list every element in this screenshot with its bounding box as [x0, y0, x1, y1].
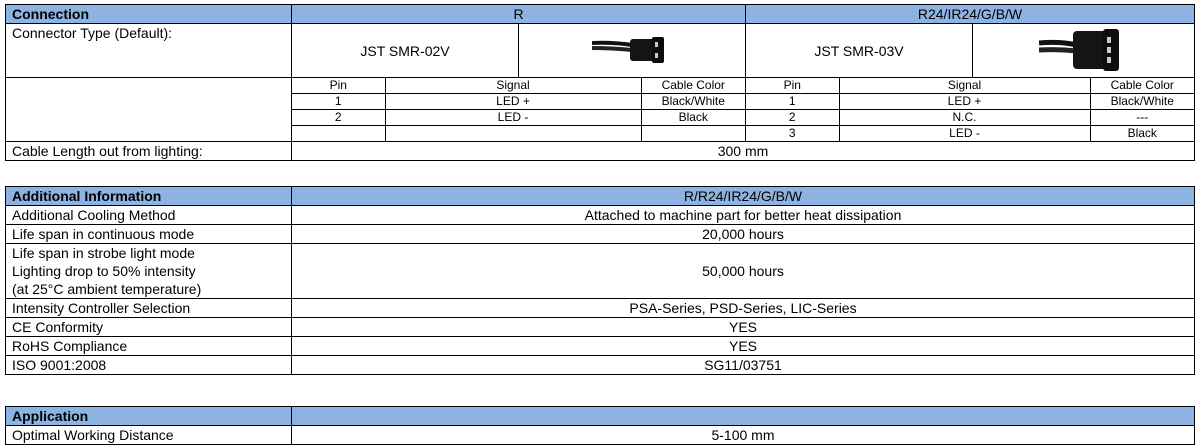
row-value: YES: [292, 318, 1195, 337]
pin-table-row: [6, 78, 1195, 142]
connection-header: Connection: [6, 5, 292, 24]
additional-info-table: [5, 186, 1195, 375]
application-header-blank: [292, 407, 1195, 426]
pin-signal: N.C.: [839, 110, 1090, 126]
pin-number: 1: [746, 94, 839, 110]
row-value: 5-100 mm: [292, 426, 1195, 445]
connector-2pin-icon: [592, 34, 672, 68]
row-label-line-2: Lighting drop to 50% intensity: [12, 263, 196, 279]
connection-header-row: [6, 5, 1195, 24]
connector-r24-image: [973, 24, 1195, 78]
pin-color: Black/White: [1090, 94, 1194, 110]
pins-r24-cell: [746, 78, 1195, 142]
table-row: [292, 126, 745, 142]
pin-signal: LED -: [385, 110, 641, 126]
row-value: SG11/03751: [292, 356, 1195, 375]
row-label-line-3: (at 25°C ambient temperature): [12, 281, 202, 297]
pin-number: 2: [292, 110, 385, 126]
pins-r-cell: [292, 78, 746, 142]
application-table: [5, 406, 1195, 445]
table-row: [746, 94, 1194, 110]
table-row: [746, 110, 1194, 126]
pin-signal: [385, 126, 641, 142]
table-row: [6, 225, 1195, 244]
pin-number: [292, 126, 385, 142]
pin-signal: LED +: [839, 94, 1090, 110]
pin-signal: LED -: [839, 126, 1090, 142]
additional-header: Additional Information: [6, 187, 292, 206]
row-label-multiline: [6, 244, 292, 299]
cable-length-value: 300 mm: [292, 142, 1195, 161]
pin-number: 3: [746, 126, 839, 142]
row-label: Additional Cooling Method: [6, 206, 292, 225]
table-row: [6, 318, 1195, 337]
connector-r-image: [519, 24, 746, 78]
connector-type-row: [6, 24, 1195, 78]
row-label: RoHS Compliance: [6, 337, 292, 356]
pin-color: Black: [641, 110, 745, 126]
connector-r-name: JST SMR-02V: [292, 24, 519, 78]
pins-r24-header: [746, 78, 1194, 94]
connector-r24-name: JST SMR-03V: [746, 24, 973, 78]
row-label: Optimal Working Distance: [6, 426, 292, 445]
table-row: [292, 94, 745, 110]
pin-header: Pin: [746, 78, 839, 94]
signal-header: Signal: [385, 78, 641, 94]
connection-col-r: R: [292, 5, 746, 24]
table-row: [6, 206, 1195, 225]
row-value: Attached to machine part for better heat dissipation: [292, 206, 1195, 225]
pin-table-blank: [6, 78, 292, 142]
pin-signal: LED +: [385, 94, 641, 110]
pins-r-table: [292, 78, 745, 141]
signal-header: Signal: [839, 78, 1090, 94]
cable-length-row: [6, 142, 1195, 161]
cable-length-label: Cable Length out from lighting:: [6, 142, 292, 161]
table-row: [6, 426, 1195, 445]
pin-number: 2: [746, 110, 839, 126]
table-row: [6, 337, 1195, 356]
pin-color: Black/White: [641, 94, 745, 110]
table-row: [6, 299, 1195, 318]
connector-type-label: Connector Type (Default):: [6, 24, 292, 78]
row-label: ISO 9001:2008: [6, 356, 292, 375]
pin-header: Pin: [292, 78, 385, 94]
additional-header-row: [6, 187, 1195, 206]
pin-number: 1: [292, 94, 385, 110]
pins-r-header: [292, 78, 745, 94]
application-header: Application: [6, 407, 292, 426]
row-value: 20,000 hours: [292, 225, 1195, 244]
pin-color: Black: [1090, 126, 1194, 142]
row-value: 50,000 hours: [292, 244, 1195, 299]
cable-color-header: Cable Color: [641, 78, 745, 94]
cable-color-header: Cable Color: [1090, 78, 1194, 94]
row-label: Intensity Controller Selection: [6, 299, 292, 318]
row-label: CE Conformity: [6, 318, 292, 337]
pin-color: ---: [1090, 110, 1194, 126]
table-row: [6, 356, 1195, 375]
row-value: YES: [292, 337, 1195, 356]
pin-color: [641, 126, 745, 142]
row-label: Life span in continuous mode: [6, 225, 292, 244]
table-row: [746, 126, 1194, 142]
pins-r24-table: [746, 78, 1194, 141]
row-value: PSA-Series, PSD-Series, LIC-Series: [292, 299, 1195, 318]
table-row: [292, 110, 745, 126]
application-header-row: [6, 407, 1195, 426]
row-label-line-1: Life span in strobe light mode: [12, 245, 195, 261]
connection-table: [5, 4, 1195, 161]
connector-3pin-icon: [1039, 27, 1129, 75]
additional-header-value: R/R24/IR24/G/B/W: [292, 187, 1195, 206]
table-row: [6, 244, 1195, 299]
connection-col-r24: R24/IR24/G/B/W: [746, 5, 1195, 24]
